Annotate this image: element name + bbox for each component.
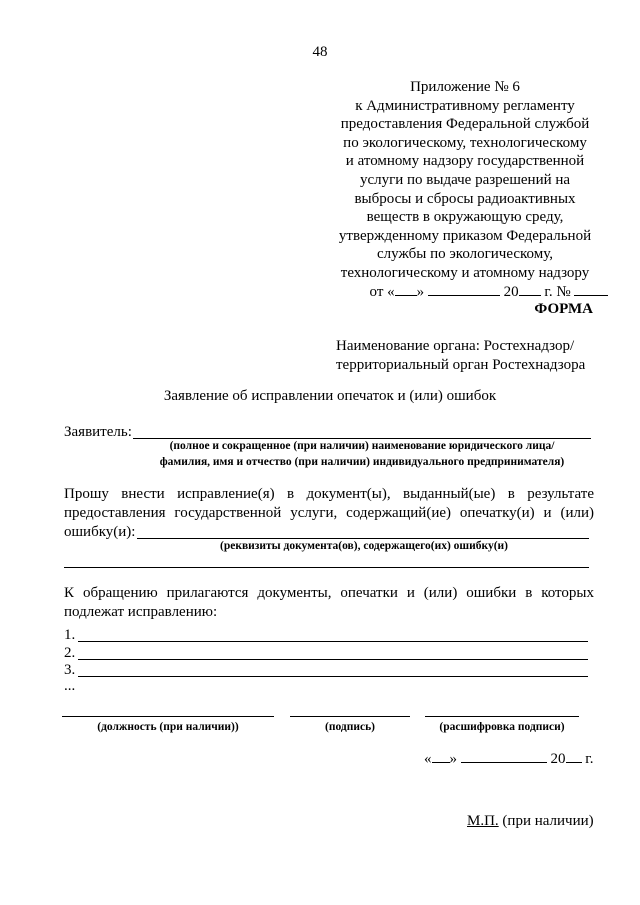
appendix-date-year-suffix: г. №: [544, 283, 571, 300]
blank-order-number: [574, 294, 608, 296]
blank-day: [395, 294, 417, 296]
blank-month: [428, 294, 500, 296]
appendix-date-year: 20: [503, 283, 519, 300]
signature-field-line[interactable]: [290, 716, 410, 717]
appendix-header: [300, 78, 630, 301]
attachments-line: подлежат исправлению:: [64, 604, 218, 620]
appendix-line: услуги по выдаче разрешений на: [359, 171, 571, 188]
form-label: ФОРМА: [534, 301, 593, 317]
organization-line: Наименование органа: Ростехнадзор/: [336, 338, 575, 354]
attachment-more: ...: [64, 678, 76, 694]
request-line: ошибку(и):: [64, 524, 136, 540]
organization-block: [336, 337, 585, 375]
attachment-item-line[interactable]: [78, 641, 588, 642]
applicant-hint-line: (полное и сокращенное (при наличии) наименование юридического лица/: [169, 440, 555, 452]
blank-year: [566, 761, 582, 763]
stamp-note: (при наличии): [502, 813, 594, 829]
blank-year: [519, 294, 541, 296]
document-details-field-line[interactable]: [137, 538, 589, 539]
attachments-line: К обращению прилагаются документы, опечатки и (или) ошибки в которых: [64, 585, 594, 601]
appendix-line: выбросы и сбросы радиоактивных: [354, 190, 576, 207]
blank-day: [432, 761, 450, 763]
date-line: [424, 751, 593, 768]
applicant-field-line[interactable]: [133, 438, 591, 439]
appendix-line: к Административному регламенту: [355, 97, 575, 114]
applicant-label: Заявитель:: [64, 424, 132, 440]
stamp-line: [467, 813, 594, 830]
attachment-item-number: 1.: [64, 627, 76, 643]
organization-line: территориальный орган Ростехнадзора: [336, 357, 586, 373]
signature-decoding-field-line[interactable]: [425, 716, 579, 717]
signature-hint: (подпись): [325, 721, 375, 733]
position-hint: (должность (при наличии)): [97, 721, 239, 733]
appendix-line: веществ в окружающую среду,: [366, 209, 564, 226]
signature-decoding-hint: (расшифровка подписи): [439, 721, 565, 733]
attachment-item-line[interactable]: [78, 676, 588, 677]
request-line: Прошу внести исправление(я) в документ(ы), выданный(ые) в результате: [64, 486, 594, 502]
appendix-date-from: от «: [369, 283, 395, 300]
appendix-date-line: [300, 283, 630, 302]
document-details-extra-line[interactable]: [64, 567, 589, 568]
appendix-line: утвержденному приказом Федеральной: [338, 227, 592, 244]
blank-month: [461, 761, 547, 763]
date-suffix: г.: [585, 751, 594, 767]
appendix-line: службы по экологическому,: [377, 246, 553, 263]
document-title: Заявление об исправлении опечаток и (или) ошибок: [163, 388, 497, 404]
document-details-hint: (реквизиты документа(ов), содержащего(их) ошибку(и): [219, 540, 509, 552]
applicant-hint-line: фамилия, имя и отчество (при наличии) индивидуального предпринимателя): [159, 456, 565, 468]
attachment-item-line[interactable]: [78, 659, 588, 660]
stamp-mark: М.П.: [467, 813, 499, 829]
appendix-line: по экологическому, технологическому: [343, 134, 587, 151]
date-year: 20: [550, 751, 566, 767]
appendix-line: и атомному надзору государственной: [345, 153, 585, 170]
position-field-line[interactable]: [62, 716, 274, 717]
appendix-line: технологическому и атомному надзору: [340, 264, 590, 281]
request-line: предоставления государственной услуги, содержащий(ие) опечатку(и) и (или): [64, 505, 594, 521]
date-close: »: [449, 751, 457, 767]
appendix-line: Приложение № 6: [410, 79, 520, 95]
attachment-item-number: 3.: [64, 662, 76, 678]
attachment-item-number: 2.: [64, 645, 76, 661]
appendix-date-close: »: [416, 283, 425, 300]
page-number: 48: [312, 44, 328, 60]
date-open: «: [424, 751, 432, 767]
appendix-line: предоставления Федеральной службой: [340, 116, 590, 133]
